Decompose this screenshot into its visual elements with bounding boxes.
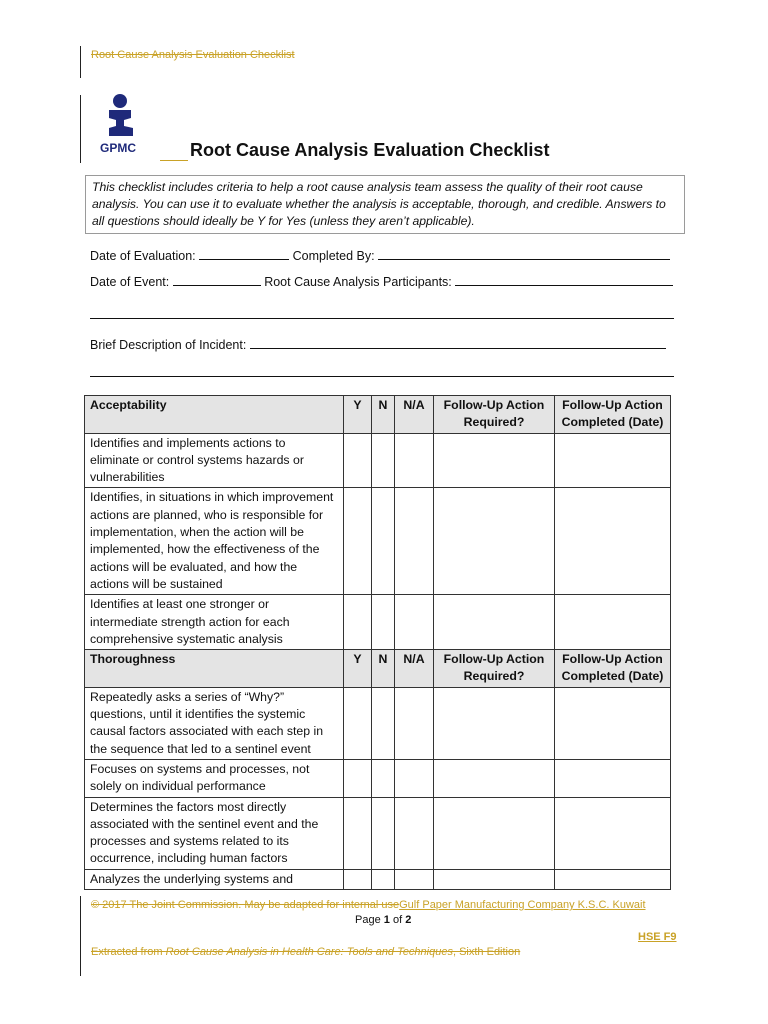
followup-required-cell[interactable] <box>434 433 555 488</box>
date-of-evaluation-line[interactable] <box>199 247 289 260</box>
criterion-text: Identifies at least one stronger or intermediate strength action for each comprehensive systematic analysis <box>85 595 344 650</box>
logo-text: GPMC <box>100 141 136 155</box>
y-cell[interactable] <box>344 488 372 595</box>
completed-by-line[interactable] <box>378 247 670 260</box>
table-row <box>85 595 671 650</box>
section-name: Thoroughness <box>85 650 344 688</box>
followup-required-cell[interactable] <box>434 687 555 759</box>
na-cell[interactable] <box>395 488 434 595</box>
revision-bar-title <box>80 95 81 163</box>
col-followup-completed: Follow-Up Action Completed (Date) <box>555 650 671 688</box>
participants-label: Root Cause Analysis Participants: <box>264 275 452 289</box>
n-cell[interactable] <box>372 488 395 595</box>
n-cell[interactable] <box>372 759 395 797</box>
gpmc-logo-graphic <box>100 92 158 158</box>
table-row <box>85 869 671 889</box>
document-title <box>160 140 549 161</box>
field-row-3 <box>90 336 666 352</box>
followup-completed-cell[interactable] <box>555 797 671 869</box>
table-row <box>85 488 671 595</box>
followup-completed-cell[interactable] <box>555 488 671 595</box>
section-header-acceptability <box>85 396 671 434</box>
footer-company: Gulf Paper Manufacturing Company K.S.C. Kuwait <box>399 899 646 911</box>
col-na: N/A <box>395 396 434 434</box>
brief-description-line[interactable] <box>250 336 666 349</box>
table-row <box>85 759 671 797</box>
followup-completed-cell[interactable] <box>555 595 671 650</box>
followup-completed-cell[interactable] <box>555 687 671 759</box>
form-code: HSE F9 <box>638 931 677 943</box>
col-followup-required: Follow-Up Action Required? <box>434 650 555 688</box>
source-suffix: , Sixth Edition <box>452 946 521 958</box>
participants-line[interactable] <box>455 273 673 286</box>
criterion-text: Repeatedly asks a series of “Why?” questions, until it identifies the systemic causal factors associated with each step in the sequence that led to a sentinel event <box>85 687 344 759</box>
na-cell[interactable] <box>395 687 434 759</box>
na-cell[interactable] <box>395 797 434 869</box>
date-of-evaluation-label: Date of Evaluation: <box>90 249 196 263</box>
revision-bar-header <box>80 46 81 78</box>
field-row-2 <box>90 273 673 289</box>
description-continuation-line[interactable] <box>90 376 674 377</box>
table-row <box>85 687 671 759</box>
title-text: Root Cause Analysis Evaluation Checklist <box>190 140 550 160</box>
page-of: of <box>392 914 403 926</box>
section-name: Acceptability <box>85 396 344 434</box>
table-row <box>85 797 671 869</box>
followup-required-cell[interactable] <box>434 869 555 889</box>
col-followup-completed: Follow-Up Action Completed (Date) <box>555 396 671 434</box>
na-cell[interactable] <box>395 433 434 488</box>
criterion-text: Identifies, in situations in which improvement actions are planned, who is responsible for implementation, when the action will be implemented, how the effectiveness of the actions will be evaluated, and how the actions will be sustained <box>85 488 344 595</box>
field-row-1 <box>90 247 670 263</box>
y-cell[interactable] <box>344 759 372 797</box>
intro-box: This checklist includes criteria to help a root cause analysis team assess the quality of their root cause analysis. You can use it to evaluate whether the analysis is acceptable, thorough, and credible. Answers to all questions should ideally be Y for Yes (unless they aren’t applicable). <box>85 175 685 234</box>
page-total: 2 <box>405 914 412 926</box>
followup-completed-cell[interactable] <box>555 869 671 889</box>
col-na: N/A <box>395 650 434 688</box>
footer-copyright-line <box>91 899 646 911</box>
criterion-text: Determines the factors most directly associated with the sentinel event and the processes and systems related to its occurrence, including human factors <box>85 797 344 869</box>
source-title: Root Cause Analysis in Health Care: Tools and Techniques <box>165 946 453 958</box>
y-cell[interactable] <box>344 595 372 650</box>
footer-copyright: © 2017 The Joint Commission. May be adapted for internal use <box>91 899 400 911</box>
brief-description-label: Brief Description of Incident: <box>90 338 247 352</box>
source-prefix: Extracted from <box>91 946 166 958</box>
page-number <box>355 914 411 926</box>
gpmc-logo <box>100 92 158 158</box>
followup-completed-cell[interactable] <box>555 433 671 488</box>
criterion-text: Identifies and implements actions to eliminate or control systems hazards or vulnerabilities <box>85 433 344 488</box>
criterion-text: Focuses on systems and processes, not solely on individual performance <box>85 759 344 797</box>
na-cell[interactable] <box>395 595 434 650</box>
y-cell[interactable] <box>344 797 372 869</box>
col-n: N <box>372 396 395 434</box>
n-cell[interactable] <box>372 595 395 650</box>
participants-continuation-line[interactable] <box>90 318 674 319</box>
y-cell[interactable] <box>344 687 372 759</box>
date-of-event-line[interactable] <box>173 273 261 286</box>
followup-required-cell[interactable] <box>434 595 555 650</box>
y-cell[interactable] <box>344 433 372 488</box>
criterion-text: Analyzes the underlying systems and <box>85 869 344 889</box>
col-followup-required: Follow-Up Action Required? <box>434 396 555 434</box>
followup-required-cell[interactable] <box>434 488 555 595</box>
col-y: Y <box>344 650 372 688</box>
revision-bar-footer <box>80 896 81 976</box>
page-word: Page <box>355 914 381 926</box>
date-of-event-label: Date of Event: <box>90 275 170 289</box>
n-cell[interactable] <box>372 687 395 759</box>
na-cell[interactable] <box>395 869 434 889</box>
running-header: Root Cause Analysis Evaluation Checklist <box>91 49 295 61</box>
completed-by-label: Completed By: <box>292 249 375 263</box>
followup-required-cell[interactable] <box>434 797 555 869</box>
col-n: N <box>372 650 395 688</box>
n-cell[interactable] <box>372 869 395 889</box>
col-y: Y <box>344 396 372 434</box>
n-cell[interactable] <box>372 433 395 488</box>
followup-completed-cell[interactable] <box>555 759 671 797</box>
y-cell[interactable] <box>344 869 372 889</box>
page-current: 1 <box>383 914 390 926</box>
followup-required-cell[interactable] <box>434 759 555 797</box>
section-header-thoroughness <box>85 650 671 688</box>
footer-source <box>91 946 520 958</box>
table-row <box>85 433 671 488</box>
na-cell[interactable] <box>395 759 434 797</box>
evaluation-table <box>84 395 671 890</box>
n-cell[interactable] <box>372 797 395 869</box>
title-blank <box>160 144 188 161</box>
